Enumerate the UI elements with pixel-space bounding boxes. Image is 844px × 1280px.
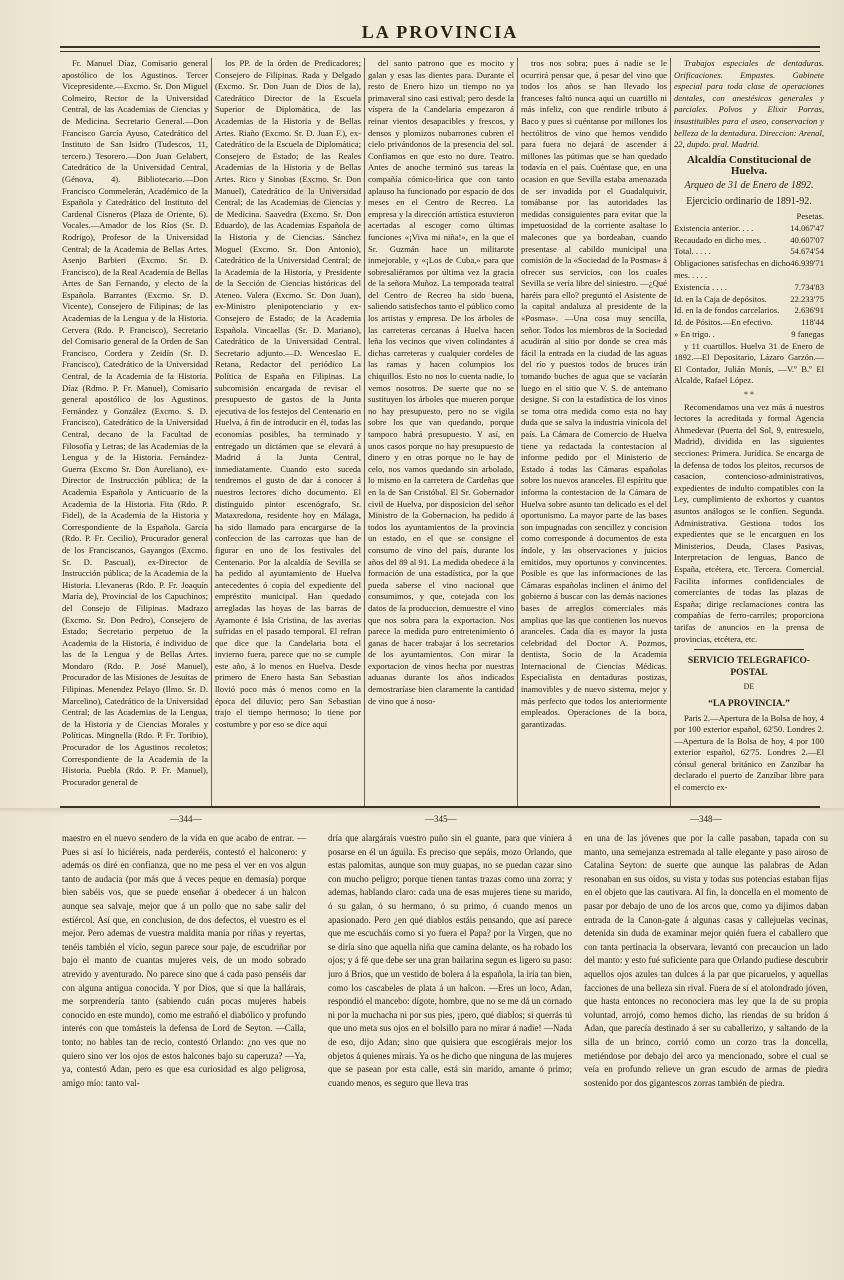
ledger-label: Obligaciones satisfechas en dicho mes. . . . . — [674, 258, 791, 280]
ledger-row — [674, 223, 824, 235]
ledger-value: 54.674'54 — [790, 246, 824, 257]
ledger-row — [674, 258, 824, 282]
column-4-text: tros nos sobra; pues á nadie se le ocurrirá pensar que, á pesar del vino que todos los años se han llevado los franceses faltó nunca aquí un cuartillo ni más infeliz, con que rendirle tributo á Baco y pues si cuéntanse por millones los hectólitros de vino que hemos vendido para fuera no dejará de ascender á millones las pútimas que se han quedado todavía en el país. Cuéntase que, en una ocasion en que Sevilla estaba amenazada de ser invadida por el Guadalquivir, tomábanse por las autoridades las medidas consiguientes para evitar que la impetuosidad de la corriente asaltase lo malecones que ya bordeaban, cuando presentase al cabildo municipal una comisión de la «Sociedad de la Posmas» á ofrecer sus servicios, con los cuales Sevilla se vería libre del siniestro. —¿Qué haréis para ello? preguntó el Asistente de la capital andaluza al presidente de la «Posmas». —Una cosa muy sencilla, señor. Todos los miembros de la Sociedad acudirán al sitio por donde se crea más fácil la entrada en la ciudad de las aguas del río y puestos todos de bruces irán tomando buches de agua que se vacíarán luego en el sitio que V. S. de antemano designe. Si con la estadística de los vinos se toma otra medida como esta no hay duda que se salva la industria vinícola del país. La Cámara de Comercio de Huelva tiene ya redactada la contestacion al informe pedido por el Ministerio de Estado á todas las Cámaras españolas sobre los nuevos aranceles. El espíritu que informa la contestacion de la Cámara de Huelva sobre asunto tan delicado es el del oportunismo. La mayor parte de las bases son impugnadas con sencillez y concision como corresponde á documentos de esta índole, y las observaciones y juicios emitidos, muy oportunos y convincentes. Posible es que las informaciones de las Cámaras españolas inclinen el ánimo del gobierno á buscar con las demás naciones bases de arreglos comerciales más amplias que las que contienen los nuevos aranceles. Cada día es mayor la justa celebridad del Doctor A. Pozmos, dentista, Socio de la Academia Internacional de Ciencias Médicas. Especialista en dentaduras postizas, inamovibles y de nuevo sistema, mejor y más perfecto que todos los anteriormente empleados. Operaciones de la boca, garantizadas. — [521, 58, 667, 729]
column-3 — [368, 58, 514, 806]
column-1-text: Fr. Manuel Díaz, Comisario general apostólico de los Agustinos. Tercer Vicepresidente.—Excmo. Sr. Don Miguel Colmeiro, Rector de la Universidad Central, de las Academias de Ciencias y de Medicina. Secretario General.—Don Francisco García Ayuso, Catedrático del Instituto de San Isidro (Tudescos, 11, tercero.) Tesorero.—Don Juan Gelabert, Catedrático de la Universidad Central, (Génova, 4). Bibliotecario.—Don Francisco Commelerán, Académico de la Española y Catedrático del Instituto del Cardenal Cisneros (Plaza de Oriente, 6). Vocales.—Amador de los Ríos (Sr. D. Rodrigo), Profesor de la Universidad Central; de la Academia de Bellas Artes. Asenjo Barbieri (Excmo. Sr. D. Francisco), de la Real Academia de Bellas Artes de San Fernando, y electo de la Española. Barrantes (Excmo. Sr. D. Vicente), Consejero de Filipinas; de las Academias de la Lengua y de la Historia. Cervera (Rdo. P. Francisco), Secretario del Comisario general de la Orden de San Francisco, Cordera y Zeidín (Sr. D. Francisco), Catedrático de la Universidad Central, de la Academia de la Historia. Díaz (Rdmo. P. Fr. Manuel), Comisario general apostólico de los Agustinos. Fernández y González (Excmo. S. D. Francisco), Catedrático de la Universidad Central, decano de la Facultad de Filosofía y Letras; de las Academias de la Lengua y de la Historia. Fernández-Guerra (Excmo Sr. Don Aureliano), ex-Director de Instrucción pública; de la Academia Española y Anticuario de la Academia de la Historia. Fita (Rdo. P. Fidel), de la Academia de la Historia y Correspondiente de la Española. García (Rdo. P. Fr. Cecilio), Procurador general de los Franciscanos, Gayangos (Excmo. Sr. D. Pascual), ex-Director de Instrucción pública; de la Academia de la Historia. Llevaneras (Rdo. P. Fr. Joaquín María de), Provincial de los Capuchinos; del Consejo de Filipinas. Madrazo (Excmo. Sr. Don Pedro), Consejero de Estado; Secretario perpetuo de la Academia de la Historia, é individuo de las de la Lengua y de Bellas Artes. Mondaro (Rdo. P. José Manuel), Procurador de las Misiones de Jesuitas de Filipinas. Menendez Pelayo (Ilmo. Sr. D. Marcelino), Catedrático de la Universidad Central; de las Academias de la Lengua, de la Historia y de Ciencias Morales y Políticas. Mingnella (Rdo. P. Fr. Toribio), Procurador de los Agustinos recoletos; Correspondiente de la Academia de la Historia. Puebla (Rdo. P. Fr. Manuel), Procurador general de — [62, 58, 208, 787]
ledger-label: Recaudado en dicho mes. . — [674, 234, 767, 245]
arqueo-subheading: Arqueo de 31 de Enero de 1892. — [684, 179, 814, 191]
telegraph-paper: “LA PROVINCIA.” — [708, 698, 790, 709]
ledger-value: 22.233'75 — [790, 293, 824, 304]
ledger-row — [674, 235, 824, 247]
ledger-label: Id. de Pósitos.—En efectivo. — [674, 317, 773, 328]
ledger-value: 14.067'47 — [790, 222, 824, 233]
ledger-row — [674, 294, 824, 306]
separator-asterisks: * * — [744, 390, 754, 400]
ledger-value: 2.636'91 — [794, 305, 824, 316]
column-2 — [215, 58, 361, 806]
novel-column-3: en una de las jóvenes que por la calle pasaban, tapada con su manto, una semejanza estremada al talle elegante y paso airoso de Catalina Seyton: de suerte que aunque las palabras de Adan resonaban en sus oidos, su vista y todas sus potencias estaban fijas en el objeto que las cautivara. Al fin, la doncella en el momento de pasar por debajo de uno de los arcos que, como ya dijimos daban entrada de la Canon-gate á algunas casas y callejuelas vecinas, detenida sin duda de examinar mejor quién fuera el caballero que con tanta pertinacia la observara, levantó con precaucion un lado del manto: y esto fué suficiente para que Orlando pudiese descubrir aquellos ojos azules tan dulces á la par que picaruelos, y aquellas facciones de una belleza sin rival. Fuera de sí el atolondrado jóven, que hasta entonces no reconociera mas ley que la de su propia voluntad, arrojó, como hemos dicho, las riendas de su brídon á Adan, que parecía destinado á ser su caballerizo, y saltando de la silla de un brinco, corrió como un corzo tras la doncella, metiéndose por debajo del arco ya mencionado, sobre el cual se veía en profundo relieve un gran escudo de armas de piedra sostenido por dos gigantescos zorras también de piedra. — [584, 833, 828, 1088]
ledger-value: 7.734'83 — [794, 281, 824, 292]
ledger-label: Existencia anterior. . . . — [674, 222, 754, 233]
ledger-label: Id. en la Caja de depósitos. — [674, 293, 767, 304]
page-number-345: —345— — [425, 814, 457, 824]
ledger-row — [674, 329, 824, 341]
dentist-ad: Trabajos especiales de dentaduras. Orificaciones. Empastes. Gabinete especial para toda clase de operaciones dentales, con anestésicos generales y parciales. Polvos y Elixir Porras, insustituibles para el aseo, conservacion y belleza de la dentadura. Direccion: Arenal, 22, dupdo. pral. Madrid. — [674, 58, 824, 150]
alcaldia-heading: Alcaldía Constitucional de Huelva. — [686, 153, 812, 178]
telegraph-de: DE — [743, 682, 755, 692]
page-number-344: —344— — [170, 814, 202, 824]
telegraph-text: Paris 2.—Apertura de la Bolsa de hoy, 4 por 100 exterior español, 62'50. Londres 2.—Apertura de la Bolsa de hoy, 4 por 100 exterior español, 62'75. Londres 2.—El cónsul general británico en Zanzíbar ha declarado el puerto de Zanzíbar libre para el comercio ex- — [674, 712, 824, 793]
ledger-value: 46.939'71 — [790, 258, 824, 269]
pesetas-label: Pesetas. — [796, 211, 824, 222]
paper-stain — [560, 600, 620, 640]
upper-columns — [62, 58, 822, 806]
column-4 — [521, 58, 667, 806]
ledger-table — [674, 223, 824, 341]
ejercicio-subheading: Ejercicio ordinario de 1891-92. — [686, 195, 812, 207]
agency-ad: Recomendamos una vez más á nuestros lectores la acreditada y formal Agencia Ahmedevar (Puerta del Sol, 9, entresuelo, Madrid), dividida en las siguientes secciones: Primera. Jurídica. Se encarga de la defensa de todos los pleitos, recursos de casacion, contencioso-administrativos, expedientes de indulto compatibles con la Ley, cumplimiento de exhortos y cuantos asuntos análogos se le confíen. Segunda. Administrativa. Gestiona todos los expedientes que se le encarguen en los Ministerios, Deuda, Clases Pasivas, Interpretacion de lenguas, Banco de España, etcétera, etc. Tercera. Comercial. Facilita informes confidenciales de comerciantes de todas las plazas de España; dirige reclamaciones contra las compañías de ferro-carriles; proporciona tarifas de anuncios en la prensa de provincias, etcétera, etc. — [674, 401, 824, 644]
paper-stain — [300, 180, 340, 210]
page-number-348: —348— — [690, 814, 722, 824]
ledger-label: Existencia . . . . — [674, 281, 727, 292]
ledger-value: 118'44 — [801, 317, 824, 328]
ledger-row — [674, 246, 824, 258]
ledger-row — [674, 282, 824, 294]
top-rule — [60, 46, 820, 52]
column-5 — [674, 58, 824, 806]
ledger-row — [674, 317, 824, 329]
novel-column-1: maestro en el nuevo sendero de la vida en que acabo de entrar. —Pues si así lo hiciéreis, nada perderéis, contestó el halconero: y además os diré en confianza, que no me pesa el ver en vos algun tanto de audacia (por más que á veces peque en demasía) porque bien sabéis vos, que se puede enseñar á obedecer á un halcon aunque sea salvaje, mejor que á un pollo que no sabe salir del estiércol. Así que, en conclusion, de dos defectos, el vuestro es el mejor. Pero ademas de vuestra maldita manía por riñas y reyertas, tenéis también el vicio, segun parece sour paje, de escudriñar por bajo el manto de cuantas mujeres veis, de un modo sobrado atrevido y aventurado. No parece sino que á cada paso penséis dar con alguna antigua conocida. Y por Dios, que si que la hallárais, me sorprendería tanto (sabiendo cuán pocas mujeres habeis conocido en este mundo), como me estrañó el diabólico y profundo interés con que tomásteis la defensa de Lord de Seyton. —Calla, tonto; no hables tan de recio, contestó Orlando: ¿no ves que no quiero sino ver los ojos de estos halcones bajo su caperuza? —Ya, ya, contestó Adan, pero es que esa curiosidad es algo peligrosa, amigo mío: tanto val- — [62, 833, 306, 1088]
masthead: LA PROVINCIA — [361, 22, 519, 42]
ledger-row — [674, 305, 824, 317]
ledger-label: » En trigo. . — [674, 328, 715, 339]
column-2-text: los PP. de la órden de Predicadores; Consejero de Filipinas. Rada y Delgado (Excmo. Sr. Don Juan de Dios de la), Catedrático Director de la Escuela Superior de Diplomática, de las Academias de la Historia y de Bellas Artes. Riaño (Excmo. Sr. D. Juan F.), ex-Catedrático de la Escuela de Diplomática; Consejero de Estado; de las Reales Academias de la Historia y de Bellas Artes. Rico y Sinobas (Excmo. Sr. Don Manuel), Catedrático de la Universidad Central; de las Academias de Ciencias y de Medicina. Saavedra (Excmo. Sr. Don Eduardo), de las Academias Española de la Historia y de Ciencias. Sánchez Moguel (Excmo. Sr. Don Antonio), Catedrático de la Universidad Central; de la Academia de la Historia, y Presidente de la Sección de Ciencias históricas del Ateneo. Valera (Excmo. Sr. Don Juan), ex-Ministro plenipotenciario y ex-Consejero de Estado; de la Academia Española. Vincaellas (Sr. D. Mariano), Catedrático de la Universidad Central. Secretario adjunto.—D. Wenceslao E. Retana, Redactor del periódico La Política de España en Filipinas. La subcomisión encargada de revisar el presupuesto de gastos de la Junta ejecutiva de los festejos del Centenario en Huelva, á fin de introducir en él, todas las economías posibles, ha terminado y entregado un dictámen que se elevará á Madrid á la Junta Central, inmediatamente. Cuando esto suceda tendremos el gusto de dar á conocer á nuestros lectores dicho documento. El distinguido pintor escenógrafo, Sr. Mataxredona, residente hoy en Málaga, ha sido llamado para encargarse de la confeccion de las carrozas que han de figurar en uno de los festivales del Centenario. Por la alcaldía de Sevilla se ha pedido al ayuntamiento de Huelva antecedentes ó copia del expediente del empréstito municipal. Han quedado arregladas las hoyas de las barras de Ayamonte é Isla Cristina, de las averias sufridas en el pasado temporal. El refran que dice que la Candelaria bota el invierno fuera, parece que no se cumple este año, á lo menos en Huelva. Desde primero de Enero hasta San Sebastian llovió poco más ó menos como en la época del diluvio; pero San Sebastian trajo el tiempo hermoso; lo tiene por costumbre y por eso se dice aquí — [215, 58, 361, 729]
ledger-footer: y 11 cuartillos. Huelva 31 de Enero de 1892.—El Depositario, Lázaro Garzón.—El Contador, Julián Monís, —V.º B.º El Alcalde, Rafael López. — [674, 340, 824, 386]
telegraph-heading: SERVICIO TELEGRAFICO-POSTAL — [687, 656, 811, 678]
ledger-value: 40.607'07 — [790, 234, 824, 245]
ledger-value: 9 fanegas — [791, 328, 824, 339]
ledger-label: Id. en la de fondos carcelarios. — [674, 305, 780, 316]
novel-column-2: dría que alargárais vuestro puño sin el guante, para que viniera á posarse en él un águila. Es preciso que sepáis, mozo Orlando, que estas palomitas, aunque son muy guapas, no se puedan cazar sino con mucho peligro; porque tienen tantas trazas como una zorra; y ademas, hablando claro: cada una de esas mujeres tiene su marido, ó su galan, ó su hermano, ó su primo, ó cuando menos un apasionado. Pero ¿en qué diablos estáis pensando, que así parece que me escucháis como si yo fuera el Papa? por la Virgen, que no se diría sino que aquella niña que camina delante, os ha robado los ojos; y á fé que debe ser una gran bailarina segun es ligero su paso: juro á Brios, que un vestido de bolera á la española, la iría tan bien, como los cascabeles de plata á un halcon. —Eres un loco, Adan, respondió el mancebo: dígote, hombre, que no se me dá un cornado ni por la muchacha ni por sus pies, ¡pero, qué diablos; si querrás tú que uno meta sus ojos en el bolsillo para no mirar á nadie! —Nada de eso, dijo Adan; sino que quisiera que escogiérais mejor los objetos á quienes mirais. Ya os he dicho que ninguna de las mujeres que se pasean por esta calle, está sin marido, amante ó primo; cuando menos, es seguro que lleva tras — [328, 833, 572, 1088]
column-3-text: del santo patrono que es mocito y galan y esas las dientes para. Durante el resto de Enero hizo un tiempo no ya primaveral sino casi estival; pero desde la víspera de la Candelaria empezaron á reinar vientos desapacibles y frescos, y densos y plomizos nubarrones cubren el cielo privándonos de la presencia del sol. Confiamos en que esto no dure. Teatro. Antes de anoche terminó sus tareas la compañía cómico-lírica que con tanto aplauso ha funcionado por espacio de dos meses en el Centro de Recreo. La empresa y la dirección artística estuvieron acertadas al escoger como últimas funciones «¡Viva mi niña!», en la que el Sr. Guzmán hace un militarote inmejorable, y «¡Los de Cuba,» para que sobresaliéramos por última vez la gracia de la señora Muñoz. La temporada teatral del Centro de Recreo ha sido buena, saliendo satisfechos tanto el público como los artistas y empresa. De los árboles de las carreteras cercanas á Huelva hacen leña los vecinos que viven colindantes á dichas carreteras y cualquier cordeles de las ramas y hacen columpios los chiquillos. Esto no nos lo cuenta nadie, lo vemos nosotros. De suerte que no se sustituyen los árboles que mueren porque no hay presupuesto, pero no se vigila sobre los que van quedando, porque tampoco habrá presupuesto. Y así, en unos casos porque no hay presupuesto de dinero y en otras porque no le hay de celo, nos vamos quedando sin arbolado, lo mismo en la carretera de Cardeñas que en la de San Cristóbal. El Sr. Gobernador civil de Huelva, por disposicion del señor Ministro de la Gobernacion, ha pedido á todos los ayuntamientos de la provincia un estado, en el que se consigne el consumo de vino del país, durante los años del 89 al 91. La medida obedece á la formación de una estadística, por la que pueda saberse el vino nacional que consumimos, y que, cotejada con los datos de la produccion, demuestre el vino que nos sobra para la exportacion. Nos parece la medida puro entretenimiento ó ganas de hacer trabajar á los secretarios de los ayuntamientos. Con mirar la exportacion de vinos hecha por nuestras aduanas durante los años indicados demostraríase bien claramente la cantidad de vino que á noso- — [368, 58, 514, 706]
ledger-label: Total. . . . . — [674, 246, 711, 257]
column-1 — [62, 58, 208, 806]
